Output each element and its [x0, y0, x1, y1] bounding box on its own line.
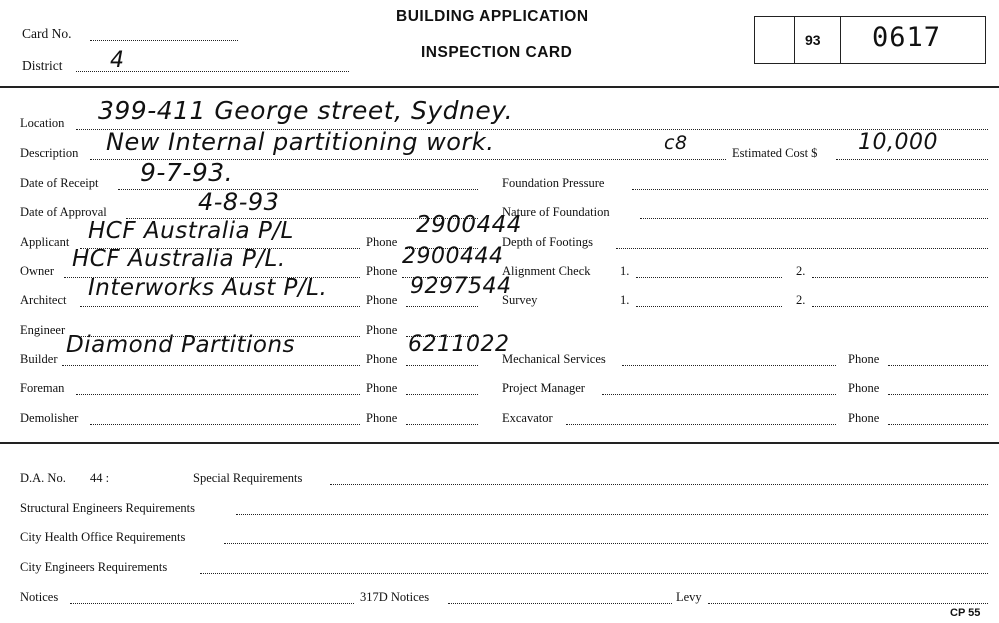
- city-engineers-label: City Engineers Requirements: [20, 560, 168, 574]
- city-health-line[interactable]: [224, 543, 988, 544]
- levy-line[interactable]: [708, 603, 988, 604]
- notices-line[interactable]: [70, 603, 354, 604]
- foreman-label: Foreman: [20, 381, 65, 395]
- city-engineers-line[interactable]: [200, 573, 988, 574]
- owner-label: Owner: [20, 264, 55, 278]
- special-requirements-label: Special Requirements: [193, 471, 303, 485]
- applicant-value: HCF Australia P/L: [88, 218, 294, 244]
- demolisher-label: Demolisher: [20, 411, 79, 425]
- mechanical-services-label: Mechanical Services: [502, 352, 606, 366]
- form-code: CP 55: [950, 607, 981, 619]
- foreman-line[interactable]: [76, 394, 360, 395]
- excavator-line[interactable]: [566, 424, 836, 425]
- da-no-value: 44 :: [90, 471, 110, 485]
- project-manager-phone-line[interactable]: [888, 394, 988, 395]
- survey-line-2[interactable]: [812, 306, 988, 307]
- demolisher-phone-line[interactable]: [406, 424, 478, 425]
- owner-value: HCF Australia P/L.: [72, 246, 286, 272]
- structural-engineers-line[interactable]: [236, 514, 988, 515]
- survey-opt1-label: 1.: [620, 293, 630, 307]
- architect-phone-value: 9297544: [410, 274, 512, 299]
- notices-317d-line[interactable]: [448, 603, 672, 604]
- engineer-phone-label: Phone: [366, 323, 398, 337]
- card-number-value: 0617: [872, 22, 942, 53]
- mechanical-phone-label: Phone: [848, 352, 880, 366]
- location-label: Location: [20, 116, 65, 130]
- nature-of-foundation-label: Nature of Foundation: [502, 205, 610, 219]
- card-no-label: Card No.: [22, 26, 72, 41]
- description-label: Description: [20, 146, 79, 160]
- number-box-divider-2: [840, 16, 841, 64]
- builder-label: Builder: [20, 352, 58, 366]
- foreman-phone-label: Phone: [366, 381, 398, 395]
- da-no-label: D.A. No.: [20, 471, 66, 485]
- foreman-phone-line[interactable]: [406, 394, 478, 395]
- architect-phone-line[interactable]: [406, 306, 478, 307]
- estimated-cost-line[interactable]: [836, 159, 988, 160]
- district-label: District: [22, 58, 63, 73]
- levy-label: Levy: [676, 590, 702, 604]
- architect-phone-label: Phone: [366, 293, 398, 307]
- location-value: 399-411 George street, Sydney.: [98, 96, 514, 125]
- survey-line-1[interactable]: [636, 306, 782, 307]
- demolisher-line[interactable]: [90, 424, 360, 425]
- owner-phone-value: 2900444: [402, 244, 504, 269]
- date-of-approval-label: Date of Approval: [20, 205, 107, 219]
- excavator-phone-label: Phone: [848, 411, 880, 425]
- card-number-box: [754, 16, 986, 64]
- alignment-check-line-1[interactable]: [636, 277, 782, 278]
- project-manager-line[interactable]: [602, 394, 836, 395]
- engineer-label: Engineer: [20, 323, 66, 337]
- foundation-pressure-line[interactable]: [632, 189, 988, 190]
- project-manager-phone-label: Phone: [848, 381, 880, 395]
- architect-value: Interworks Aust P/L.: [88, 275, 328, 301]
- special-requirements-line[interactable]: [330, 484, 988, 485]
- mechanical-services-line[interactable]: [622, 365, 836, 366]
- applicant-phone-label: Phone: [366, 235, 398, 249]
- builder-value: Diamond Partitions: [66, 332, 296, 358]
- alignment-check-line-2[interactable]: [812, 277, 988, 278]
- mechanical-phone-line[interactable]: [888, 365, 988, 366]
- card-no-line[interactable]: [90, 40, 238, 41]
- year-value: 93: [805, 32, 821, 48]
- depth-of-footings-label: Depth of Footings: [502, 235, 593, 249]
- builder-line[interactable]: [62, 365, 360, 366]
- applicant-phone-value: 2900444: [416, 212, 522, 238]
- depth-of-footings-line[interactable]: [616, 248, 988, 249]
- builder-phone-value: 6211022: [408, 332, 510, 357]
- foundation-pressure-label: Foundation Pressure: [502, 176, 605, 190]
- city-health-label: City Health Office Requirements: [20, 530, 186, 544]
- date-of-receipt-value: 9-7-93.: [140, 158, 234, 187]
- survey-label: Survey: [502, 293, 538, 307]
- alignment-opt1-label: 1.: [620, 264, 630, 278]
- section-divider: [0, 442, 999, 444]
- date-of-receipt-label: Date of Receipt: [20, 176, 99, 190]
- project-manager-label: Project Manager: [502, 381, 585, 395]
- notices-317d-label: 317D Notices: [360, 590, 430, 604]
- date-of-approval-value: 4-8-93: [198, 188, 280, 216]
- description-value: New Internal partitioning work.: [106, 128, 495, 156]
- owner-phone-label: Phone: [366, 264, 398, 278]
- alignment-opt2-label: 2.: [796, 264, 806, 278]
- demolisher-phone-label: Phone: [366, 411, 398, 425]
- district-value: 4: [110, 48, 125, 73]
- builder-phone-line[interactable]: [406, 365, 478, 366]
- estimated-cost-value: 10,000: [858, 130, 938, 155]
- header-divider: [0, 86, 999, 88]
- date-of-receipt-line[interactable]: [118, 189, 478, 190]
- description-note: c8: [664, 132, 688, 154]
- estimated-cost-label: Estimated Cost $: [732, 146, 818, 160]
- architect-label: Architect: [20, 293, 67, 307]
- structural-engineers-label: Structural Engineers Requirements: [20, 501, 195, 515]
- number-box-divider-1: [794, 16, 795, 64]
- survey-opt2-label: 2.: [796, 293, 806, 307]
- nature-of-foundation-line[interactable]: [640, 218, 988, 219]
- title-line-1: BUILDING APPLICATION: [396, 8, 589, 25]
- excavator-label: Excavator: [502, 411, 553, 425]
- alignment-check-label: Alignment Check: [502, 264, 591, 278]
- title-line-2: INSPECTION CARD: [421, 44, 573, 61]
- builder-phone-label: Phone: [366, 352, 398, 366]
- applicant-label: Applicant: [20, 235, 70, 249]
- notices-label: Notices: [20, 590, 59, 604]
- architect-line[interactable]: [80, 306, 360, 307]
- excavator-phone-line[interactable]: [888, 424, 988, 425]
